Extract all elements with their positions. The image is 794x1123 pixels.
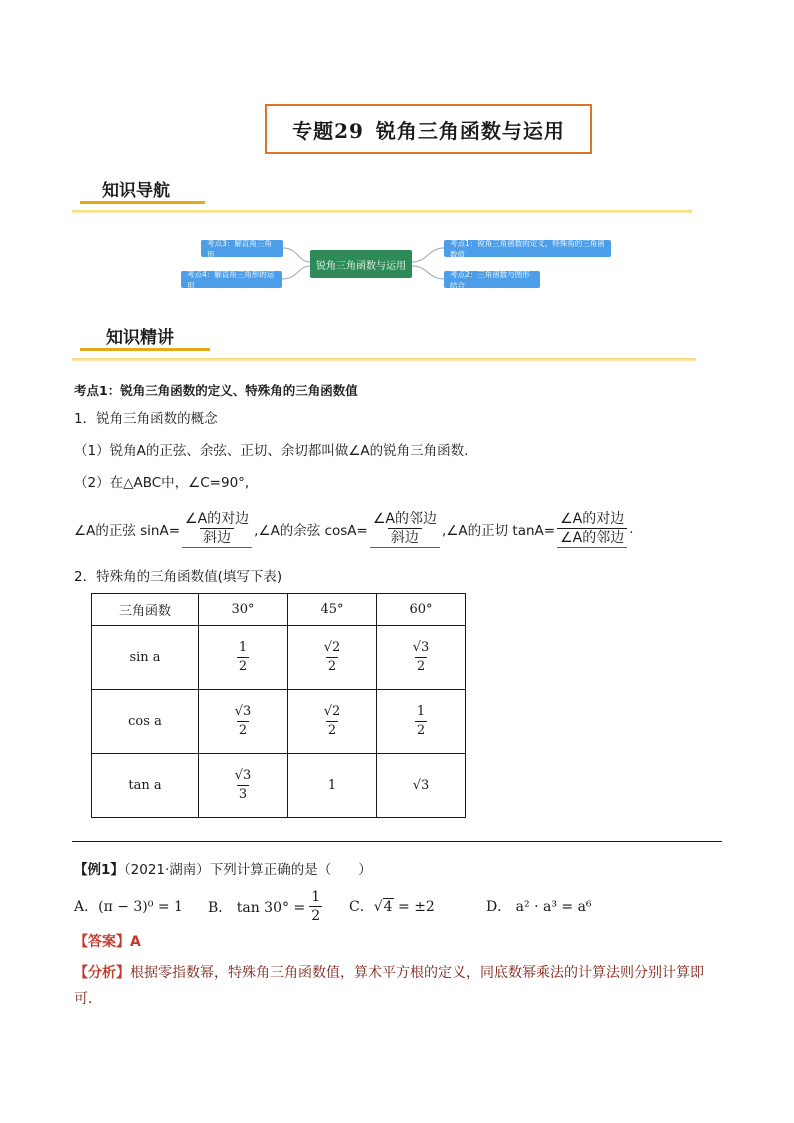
cos-label: ,∠A的余弦 cosA= (254, 523, 368, 539)
section-underline (80, 348, 210, 351)
answer-label: 【答案】 (74, 934, 130, 950)
definitions-end: . (629, 521, 634, 537)
row-label: sin a (92, 626, 199, 690)
sin-denominator: 斜边 (200, 528, 234, 547)
triangle-condition: （2）在△ABC中，∠C=90°, (74, 475, 250, 491)
numerator: √3 (412, 640, 430, 655)
denominator: 2 (416, 659, 426, 674)
section-heading-knowledge: 知识精讲 (106, 328, 174, 348)
row-label: tan a (92, 754, 199, 818)
option-c-radicand (383, 899, 394, 915)
table-header: 45° (288, 594, 377, 626)
table-row (92, 754, 466, 818)
table-cell: √3 (377, 754, 466, 818)
section-divider (72, 358, 696, 361)
sin-label: ∠A的正弦 sinA= (74, 523, 181, 539)
cos-fraction (370, 510, 440, 548)
option-c-text: C． (349, 899, 374, 915)
option-d: D． a² · a³ = a⁶ (486, 899, 592, 915)
separator-line (72, 841, 722, 842)
cos-numerator: ∠A的邻边 (372, 511, 437, 527)
example-options (74, 884, 714, 924)
denominator: 2 (238, 659, 248, 674)
denominator: 2 (238, 723, 248, 738)
numerator: √3 (234, 704, 252, 719)
numerator: √3 (234, 768, 252, 783)
analysis (74, 960, 714, 1012)
analysis-text: 根据零指数幂，特殊角三角函数值，算术平方根的定义，同底数幂乘法的计算法则分别计算即可． (74, 965, 704, 1007)
item-heading: 1．锐角三角函数的概念 (74, 411, 218, 427)
denominator: 2 (327, 659, 337, 674)
value-fraction (324, 639, 341, 676)
denominator: 3 (238, 787, 248, 802)
special-angle-table (91, 593, 466, 818)
mindmap-node-topic1: 考点1：锐角三角函数的定义、特殊角的三角函数值 (444, 240, 611, 257)
numerator: √2 (323, 640, 341, 655)
title-text: 锐角三角函数与运用 (375, 118, 565, 143)
value-fraction (415, 703, 427, 740)
denominator: 2 (311, 908, 321, 924)
cos-denominator: 斜边 (388, 528, 422, 547)
example-question (74, 858, 372, 878)
tan-label: ,∠A的正切 tanA= (442, 523, 556, 539)
row-label: cos a (92, 690, 199, 754)
sin-fraction (182, 510, 252, 548)
value-fraction (237, 639, 249, 676)
sin-numerator: ∠A的对边 (185, 511, 250, 527)
mindmap-center-node: 锐角三角函数与运用 (310, 250, 412, 278)
table-cell: 1 (288, 754, 377, 818)
answer (74, 931, 141, 951)
tan-denominator: ∠A的邻边 (557, 528, 627, 547)
value-fraction (324, 703, 341, 740)
example-label: 【例1】 (74, 862, 124, 878)
option-b-text: B． tan 30° = (208, 899, 306, 916)
numerator: √2 (323, 704, 341, 719)
table-header: 三角函数 (92, 594, 199, 626)
sqrt-sign: √ (373, 899, 383, 915)
radicand: 4 (383, 899, 393, 915)
tan-fraction (557, 510, 627, 548)
option-c (349, 896, 435, 916)
tan-numerator: ∠A的对边 (560, 511, 625, 527)
value-fraction (413, 639, 430, 676)
value-fraction (235, 767, 252, 804)
numerator: 1 (238, 640, 248, 655)
value-fraction (235, 703, 252, 740)
mindmap-node-topic2: 考点2：三角函数与图形结合 (444, 271, 540, 288)
table-header: 30° (199, 594, 288, 626)
trig-definitions (74, 510, 634, 548)
option-c-post: = ±2 (393, 899, 435, 915)
table-row (92, 626, 466, 690)
item-heading: 2．特殊角的三角函数值(填写下表) (74, 569, 283, 585)
numerator: 1 (416, 704, 426, 719)
denominator: 2 (416, 723, 426, 738)
table-row (92, 690, 466, 754)
mindmap-node-topic4: 考点4：解直角三角形的运用 (181, 271, 282, 288)
table-header: 60° (377, 594, 466, 626)
option-b (208, 888, 322, 925)
option-b-fraction (309, 888, 322, 925)
denominator: 2 (327, 723, 337, 738)
numerator: 1 (311, 889, 321, 905)
section-heading-navigation: 知识导航 (102, 181, 170, 201)
definition-text: （1）锐角A的正弦、余弦、正切、余切都叫做∠A的锐角三角函数. (74, 443, 469, 459)
answer-value: A (130, 934, 141, 950)
title-number: 专题29 (292, 118, 364, 143)
mindmap-node-topic3: 考点3：解直角三角形 (201, 240, 283, 257)
topic-heading: 考点1：锐角三角函数的定义、特殊角的三角函数值 (74, 383, 358, 398)
analysis-label: 【分析】 (74, 965, 130, 981)
option-a: A．(π − 3)⁰ = 1 (74, 899, 183, 915)
example-text: （2021·湖南）下列计算正确的是（ ） (123, 862, 372, 878)
